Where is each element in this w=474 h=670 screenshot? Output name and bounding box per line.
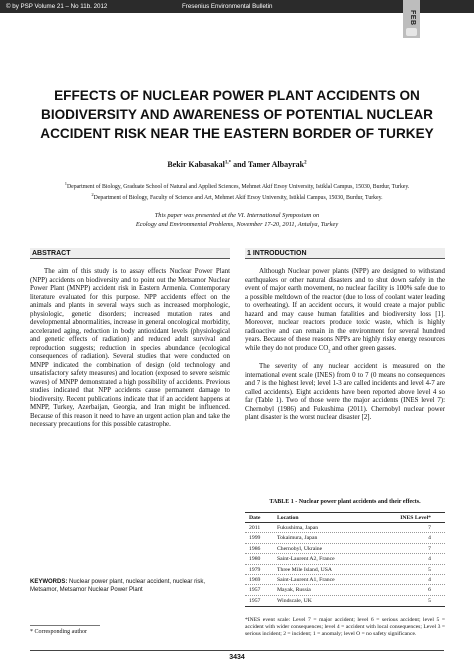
table-row xyxy=(245,533,445,543)
table-body xyxy=(245,523,445,606)
cell-ines-level: 5 xyxy=(428,597,431,604)
cell-location: Saint-Laurent A2, France xyxy=(277,556,335,563)
footnote-divider xyxy=(30,625,100,626)
abstract-body xyxy=(30,268,230,438)
journal-name: Fresenius Environmental Bulletin xyxy=(182,3,273,10)
table-row xyxy=(245,544,445,554)
cell-ines-level: 6 xyxy=(428,587,431,594)
intro-paragraph-2: The severity of any nuclear accident is measured on the international event scale (INES) from 0 to 7 (0 means no consequences and 7 is the highest level; level 1-3 are called incidents and level 4-7 are called accidents). Eight accidents have been reported above level 4 so far (Table 1). Two of those were the major accidents (INES level 7): Chernobyl (1986) and Fukushima (2011). Chernobyl nuclear power plant disaster is the worst nuclear disaster [2]. xyxy=(245,363,445,422)
cell-ines-level: 5 xyxy=(428,566,431,573)
introduction-heading: 1 INTRODUCTION xyxy=(245,248,445,259)
table-row xyxy=(245,585,445,595)
header-ines-level: INES Level* xyxy=(400,515,431,521)
cell-location: Chernobyl, Ukraine xyxy=(277,545,323,552)
table-row xyxy=(245,565,445,575)
author-join: and Tamer Albayrak xyxy=(233,160,305,169)
accidents-table xyxy=(245,512,445,607)
footer-divider xyxy=(30,650,444,651)
cell-location: Saint-Laurent A1, France xyxy=(277,576,335,583)
corresponding-author-note: * Corresponding author xyxy=(30,629,87,635)
paper-title: EFFECTS OF NUCLEAR POWER PLANT ACCIDENTS ON BIODIVERSITY AND AWARENESS OF POTENTIAL NUCLEAR ACCIDENT RISK NEAR THE EASTERN BORDER OF TURKEY xyxy=(40,88,434,141)
abstract-text: The aim of this study is to assay effects Nuclear Power Plant (NPP) accidents on biodiversity and to point out the Metsamor Nuclear Power Plant (MNPP) accident risk in Eastern Armenia. Contemporary literature evaluated for this purpose. NPP accidents effect on the animals and plants in several ways such as increased morphologic, physiologic, genetic disorders; increased mutation rates and developmental abnormalities, increase in general oncological morbidity, accelerated aging, reduction in body antioxidant levels (physiological and genetic effects of radiation) and reduced adult survival and reproduction suggests; reduction in species abundance (ecological consequences of radiation). Several studies that were conducted on MNPP indicated the combination of design (old technology and unsatisfactory safety measures) and location (exposed to severe seismic waves) of MNPP demonstrated a high possibility of accidents. Previous studies indicated that NPP accidents cause permanent damage to biodiversity. Recent publications indicate that if an accident happens at MNPP, Turkey, Azerbaijan, Georgia, and Iran might be influenced. Because of this reason it need to have an urgent action plan and take the necessary precautions for this possible catastrophe. xyxy=(30,268,230,428)
journal-volume: © by PSP Volume 21 – No 11b. 2012 xyxy=(6,3,108,10)
cell-date: 1957 xyxy=(249,597,261,604)
keywords-text: Nuclear power plant, nuclear accident, nuclear risk, Metsamor, Metsamor Nuclear Power Plant xyxy=(30,579,206,593)
presentation-note: This paper was presented at the VI. International Symposium on Ecology and Environmental Problems, November 17-20, 2011, Antalya, Turkey xyxy=(135,212,339,228)
cell-date: 2011 xyxy=(249,525,261,531)
cell-date: 1969 xyxy=(249,576,261,583)
cell-date: 1979 xyxy=(249,566,261,573)
introduction-body xyxy=(245,268,445,431)
cell-location: Windscale, UK xyxy=(277,597,312,604)
affiliation-2-text: Department of Biology, Faculty of Science and Art, Mehmet Akif Ersoy University, Istiklal Campus, 15030, Burdur, Turkey. xyxy=(93,194,383,201)
header-location: Location xyxy=(277,515,299,521)
table-row xyxy=(245,523,445,533)
author-1: Bekir Kabasakal xyxy=(167,160,225,169)
cell-location: Mayak, Russia xyxy=(277,587,311,594)
intro-paragraph-1: Although Nuclear power plants (NPP) are designed to withstand earthquakes or other natural disasters and to shut down safely in the event of major earth movement, no nuclear facility is 100% safe due to a possible meltdown of the reactor (due to loss of coolant water leading to overheating). If an accident occurs, it would create a major public hazard and may cause human fatalities and biodiversity loss [1]. Moreover, nuclear reactors produce toxic waste, which is highly radioactive and can remain in the environment for several hundred years. Because of these reasons NPPs are highly risky energy resources while they do not produce $CO_2$ and other green gasses. xyxy=(245,268,445,353)
feb-logo-icon xyxy=(406,28,417,36)
cell-location: Three Mile Island, USA xyxy=(277,566,332,573)
cell-location: Fukushima, Japan xyxy=(277,525,319,531)
table-note: *INES event scale: Level 7 = major accident; level 6 = serious accident; level 5 = accident with wider consequences; level 4 = accident with local consequences; Level 3 = serious incident; 2 = incident; 1 = anomaly; level O = no safety significance. xyxy=(245,617,445,638)
cell-date: 1957 xyxy=(249,587,261,594)
table-header-row xyxy=(245,513,445,523)
feb-badge xyxy=(403,0,420,38)
table-row xyxy=(245,596,445,606)
cell-ines-level: 7 xyxy=(428,525,431,531)
abstract-heading: ABSTRACT xyxy=(30,248,230,259)
affiliation-1-text: Department of Biology, Graduate School of Natural and Applied Sciences, Mehmet Akif Ersoy University, Istiklal Campus, 15030, Burdur, Turkey. xyxy=(66,183,410,190)
authors xyxy=(30,160,444,169)
affiliation-1: $^1$Department of Biology, Graduate School of Natural and Applied Sciences, Mehmet Akif Ersoy University, Istiklal Campus, 15030, Burdur, Turkey. xyxy=(64,181,410,190)
author-2-sup: 2 xyxy=(304,160,307,166)
keywords xyxy=(30,579,230,594)
keywords-label: KEYWORDS: xyxy=(30,579,68,585)
cell-date: 1986 xyxy=(249,545,261,552)
cell-ines-level: 4 xyxy=(428,556,431,563)
table-row xyxy=(245,575,445,585)
author-1-sup: 1,* xyxy=(224,160,232,166)
page-number: 3434 xyxy=(229,654,245,661)
cell-ines-level: 4 xyxy=(428,535,431,542)
cell-date: 1999 xyxy=(249,535,261,542)
cell-location: Tokaimura, Japan xyxy=(277,535,318,542)
affiliation-2: $^2$Department of Biology, Faculty of Science and Art, Mehmet Akif Ersoy University, Istiklal Campus, 15030, Burdur, Turkey. xyxy=(91,192,383,201)
table-caption: TABLE 1 - Nuclear power plant accidents and their effects. xyxy=(269,499,421,505)
header-date: Date xyxy=(249,515,261,521)
cell-ines-level: 7 xyxy=(428,545,431,552)
cell-ines-level: 4 xyxy=(428,576,431,583)
cell-date: 1980 xyxy=(249,556,261,563)
feb-label: FEB xyxy=(409,10,416,26)
table-row xyxy=(245,554,445,564)
